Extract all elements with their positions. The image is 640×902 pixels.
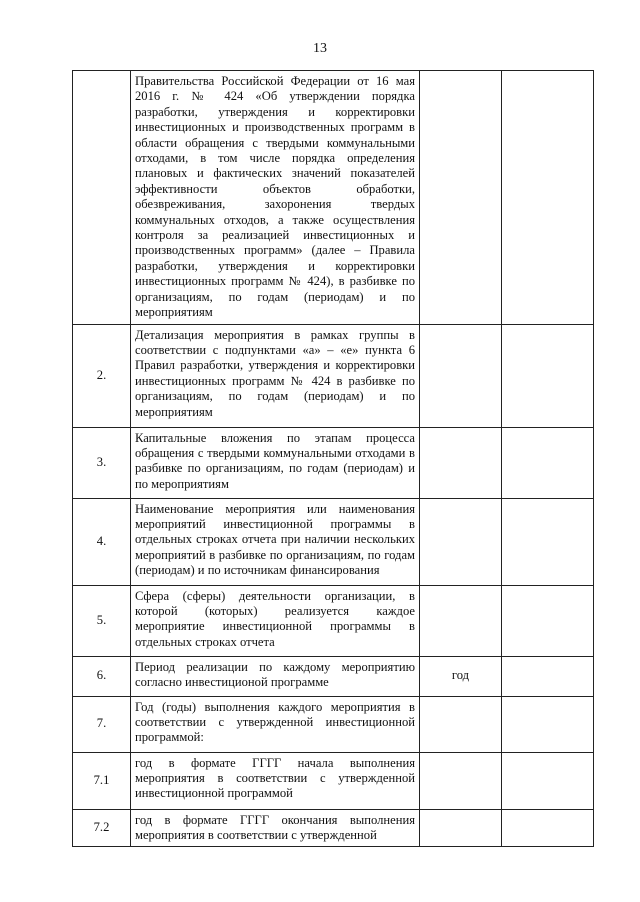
row-description: Правительства Российской Федерации от 16 мая 2016 г. № 424 «Об утверждении порядка разработки, утверждения и корректировки инвестиционных и производственных программ в области обращения с твердыми коммунальными отходами, в том числе порядка определения плановых и фактических значений показателей эффективности объектов обработки, обезвреживания, захоронения твердых коммунальных отходов, а также осуществления контроля за реализацией инвестиционных и производственных программ» (далее – Правила разработки, утверждения и корректировки инвестиционных программ № 424), в разбивке по организациям, по годам (периодам) и по мероприятиям (131, 71, 420, 325)
row-value (502, 585, 594, 656)
row-number: 6. (73, 656, 131, 696)
row-number: 7. (73, 696, 131, 752)
row-description: год в формате ГГГГ начала выполнения мероприятия в соответствии с утвержденной инвестиционной программой (131, 752, 420, 809)
table-row (73, 427, 594, 498)
table-row (73, 752, 594, 809)
row-number: 7.1 (73, 752, 131, 809)
row-value (502, 696, 594, 752)
row-value (502, 427, 594, 498)
row-value (502, 809, 594, 847)
row-unit (420, 752, 502, 809)
row-value (502, 656, 594, 696)
row-description: Период реализации по каждому мероприятию согласно инвестиционой программе (131, 656, 420, 696)
row-value (502, 752, 594, 809)
table-row (73, 809, 594, 847)
row-description: Год (годы) выполнения каждого мероприятия в соответствии с утвержденной инвестиционной программой: (131, 696, 420, 752)
table-row (73, 696, 594, 752)
page-number: 13 (313, 41, 327, 56)
row-number: 5. (73, 585, 131, 656)
row-value (502, 324, 594, 427)
row-unit: год (420, 656, 502, 696)
row-description: Сфера (сферы) деятельности организации, в которой (которых) реализуется каждое мероприятие инвестиционной программы в отдельных строках отчета (131, 585, 420, 656)
row-unit (420, 498, 502, 585)
row-unit (420, 585, 502, 656)
row-unit (420, 324, 502, 427)
row-number: 3. (73, 427, 131, 498)
row-unit (420, 809, 502, 847)
table-row (73, 71, 594, 325)
row-description: год в формате ГГГГ окончания выполнения мероприятия в соответствии с утвержденной (131, 809, 420, 847)
table-row (73, 656, 594, 696)
row-value (502, 498, 594, 585)
row-description: Капитальные вложения по этапам процесса обращения с твердыми коммунальными отходами в разбивке по организациям, по годам (периодам) и по мероприятиям (131, 427, 420, 498)
table-row (73, 324, 594, 427)
row-unit (420, 427, 502, 498)
row-number: 2. (73, 324, 131, 427)
row-unit (420, 696, 502, 752)
row-value (502, 71, 594, 325)
row-description: Детализация мероприятия в рамках группы в соответствии с подпунктами «а» – «е» пункта 6 Правил разработки, утверждения и корректировки инвестиционных программ № 424 в разбивке по организациям, по годам (периодам) и по мероприятиям (131, 324, 420, 427)
report-table (72, 70, 594, 847)
row-number (73, 71, 131, 325)
row-description: Наименование мероприятия или наименования мероприятий инвестиционной программы в отдельных строках отчета при наличии нескольких мероприятий в разбивке по организациям, по годам (периодам) и по источникам финансирования (131, 498, 420, 585)
table-row (73, 498, 594, 585)
row-unit (420, 71, 502, 325)
table-row (73, 585, 594, 656)
row-number: 7.2 (73, 809, 131, 847)
row-number: 4. (73, 498, 131, 585)
